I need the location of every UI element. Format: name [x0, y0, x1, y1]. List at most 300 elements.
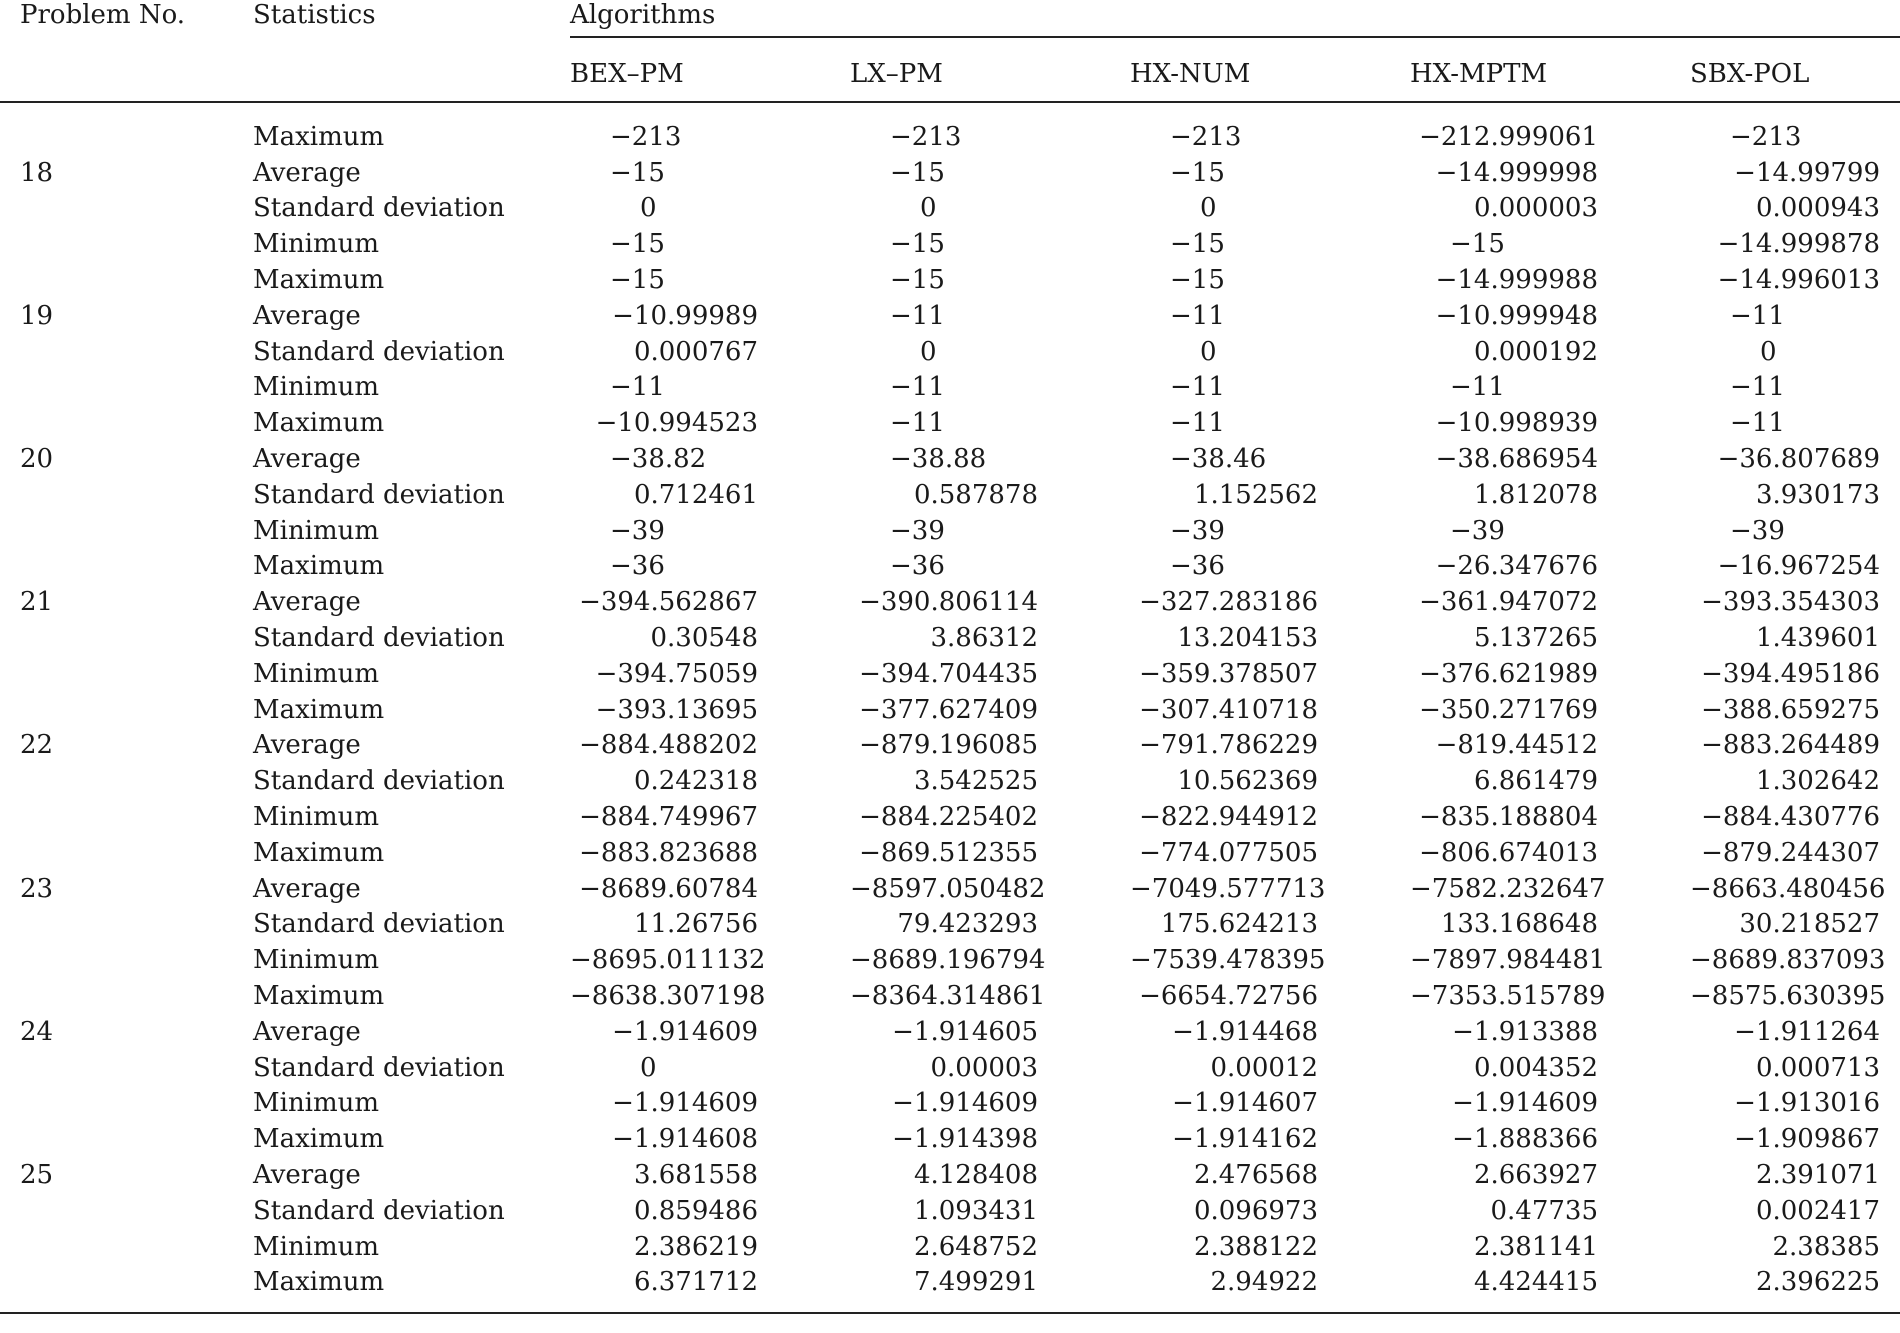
value-cell — [570, 799, 850, 835]
value-text: −1.888366 — [1452, 1124, 1598, 1155]
table-row — [0, 907, 1900, 943]
value-cell — [850, 584, 1130, 620]
value-cell — [1410, 477, 1690, 513]
header-algorithm-hx-mptm: HX-MPTM — [1410, 37, 1690, 102]
header-blank — [253, 37, 570, 102]
value-cell — [570, 370, 850, 406]
problem-number-cell: 18 — [20, 157, 54, 188]
table-row — [0, 728, 1900, 764]
value-cell — [1410, 763, 1690, 799]
value-text: 4.424415 — [1473, 1267, 1598, 1298]
value-cell — [1690, 656, 1900, 692]
value-text: −1.914609 — [1452, 1088, 1598, 1119]
header-algorithms: Algorithms — [570, 0, 1900, 37]
value-text: −1.909867 — [1734, 1124, 1880, 1155]
value-cell — [1130, 226, 1410, 262]
value-cell — [1410, 1265, 1690, 1313]
value-text: 30.218527 — [1739, 909, 1880, 940]
value-text: −213 — [1730, 121, 1802, 152]
value-cell — [570, 1014, 850, 1050]
value-cell — [850, 763, 1130, 799]
value-cell — [570, 549, 850, 585]
value-cell — [850, 155, 1130, 191]
value-cell — [850, 1193, 1130, 1229]
table-row — [0, 549, 1900, 585]
value-text: −884.488202 — [579, 730, 758, 761]
value-cell — [1690, 513, 1900, 549]
value-cell — [850, 1086, 1130, 1122]
value-text: −11 — [1170, 408, 1225, 439]
value-cell — [1130, 1121, 1410, 1157]
table-row — [0, 942, 1900, 978]
value-text: −26.347676 — [1435, 551, 1598, 582]
value-cell — [1690, 1121, 1900, 1157]
value-text: −8689.837093 — [1690, 945, 1886, 976]
value-text: 0 — [640, 193, 657, 224]
value-text: −11 — [890, 408, 945, 439]
value-cell — [850, 942, 1130, 978]
value-cell — [1410, 799, 1690, 835]
value-text: −883.823688 — [579, 837, 758, 868]
table-row — [0, 835, 1900, 871]
statistic-label-cell: Standard deviation — [253, 1195, 505, 1226]
statistic-label-cell: Average — [253, 157, 361, 188]
value-cell — [850, 620, 1130, 656]
value-text: −1.914607 — [1172, 1088, 1318, 1119]
value-text: −15 — [1170, 265, 1225, 296]
value-cell — [1690, 835, 1900, 871]
statistic-label-cell: Maximum — [253, 408, 385, 439]
value-text: 133.168648 — [1440, 909, 1598, 940]
value-text: −14.996013 — [1717, 265, 1880, 296]
value-text: 6.861479 — [1473, 766, 1598, 797]
value-cell — [570, 1086, 850, 1122]
value-text: 0.00003 — [930, 1052, 1038, 1083]
value-text: −359.378507 — [1139, 658, 1318, 689]
value-cell — [1690, 942, 1900, 978]
value-cell — [1410, 728, 1690, 764]
value-text: −14.999998 — [1435, 157, 1598, 188]
value-cell — [1690, 441, 1900, 477]
value-text: 2.663927 — [1473, 1160, 1598, 1190]
statistic-label-cell: Average — [253, 444, 361, 475]
statistic-label-cell: Standard deviation — [253, 479, 505, 510]
value-cell — [1410, 692, 1690, 728]
value-text: −327.283186 — [1139, 587, 1318, 618]
value-text: −39 — [610, 515, 665, 546]
statistic-label-cell: Average — [253, 587, 361, 618]
problem-number-cell: 19 — [20, 300, 54, 331]
value-text: −7897.984481 — [1410, 945, 1606, 976]
value-text: 0.004352 — [1473, 1052, 1598, 1083]
value-cell — [1690, 1014, 1900, 1050]
problem-number-cell — [0, 942, 253, 978]
value-cell — [1690, 871, 1900, 907]
problem-number-cell — [0, 1050, 253, 1086]
value-cell — [1130, 1265, 1410, 1313]
value-text: −8695.011132 — [570, 945, 766, 976]
value-cell — [1410, 978, 1690, 1014]
value-text: −1.914162 — [1172, 1124, 1318, 1155]
value-text: 0.47735 — [1490, 1195, 1598, 1226]
statistic-label-cell: Maximum — [253, 551, 385, 582]
value-cell — [1690, 1193, 1900, 1229]
problem-number-cell — [0, 978, 253, 1014]
value-cell — [850, 405, 1130, 441]
statistic-label-cell: Standard deviation — [253, 623, 505, 654]
value-cell — [1130, 405, 1410, 441]
value-text: 1.093431 — [913, 1195, 1038, 1226]
header-algorithm-hx-num: HX-NUM — [1130, 37, 1410, 102]
value-text: −394.562867 — [579, 587, 758, 618]
problem-number-cell — [0, 763, 253, 799]
value-cell — [1130, 262, 1410, 298]
value-cell — [570, 1229, 850, 1265]
value-cell — [1410, 1193, 1690, 1229]
value-cell — [1130, 549, 1410, 585]
value-text: −11 — [610, 372, 665, 403]
value-cell — [1130, 513, 1410, 549]
statistic-label-cell: Maximum — [253, 265, 385, 296]
value-text: 0 — [640, 1052, 657, 1083]
value-text: 1.439601 — [1755, 623, 1880, 654]
value-text: −350.271769 — [1419, 694, 1598, 725]
value-text: −1.914609 — [612, 1088, 758, 1119]
problem-number-cell — [0, 1121, 253, 1157]
value-cell — [850, 728, 1130, 764]
value-text: 2.94922 — [1210, 1267, 1318, 1298]
problem-number-cell — [0, 477, 253, 513]
table-row — [0, 1050, 1900, 1086]
value-text: −8575.630395 — [1690, 981, 1886, 1012]
value-text: −879.196085 — [859, 730, 1038, 761]
value-cell — [1410, 942, 1690, 978]
value-text: 0.242318 — [633, 766, 758, 797]
value-cell — [850, 1157, 1130, 1193]
problem-number-cell — [0, 405, 253, 441]
value-cell — [1690, 1265, 1900, 1313]
value-cell — [1690, 334, 1900, 370]
value-cell — [1690, 405, 1900, 441]
problem-number-cell: 24 — [20, 1016, 54, 1047]
value-text: −15 — [1170, 157, 1225, 188]
value-cell — [570, 477, 850, 513]
value-cell — [570, 942, 850, 978]
statistic-label-cell: Maximum — [253, 694, 385, 725]
value-text: −36 — [1170, 551, 1225, 582]
value-text: −1.914609 — [612, 1016, 758, 1047]
value-cell — [1690, 620, 1900, 656]
value-cell — [1130, 728, 1410, 764]
value-cell — [1690, 155, 1900, 191]
value-text: 1.812078 — [1473, 479, 1598, 510]
value-text: 0.096973 — [1193, 1195, 1318, 1226]
value-text: −1.911264 — [1734, 1016, 1880, 1047]
value-text: −39 — [1170, 515, 1225, 546]
value-cell — [570, 441, 850, 477]
value-cell — [850, 799, 1130, 835]
value-text: 2.386219 — [633, 1231, 758, 1262]
value-cell — [570, 584, 850, 620]
value-text: −1.914398 — [892, 1124, 1038, 1155]
value-text: −10.999948 — [1435, 300, 1598, 331]
value-cell — [850, 262, 1130, 298]
value-cell — [1130, 370, 1410, 406]
value-text: −16.967254 — [1717, 551, 1880, 582]
value-text: 79.423293 — [897, 909, 1038, 940]
value-cell — [1410, 226, 1690, 262]
value-text: −213 — [610, 121, 682, 152]
value-text: −879.244307 — [1701, 837, 1880, 868]
value-cell — [1130, 1157, 1410, 1193]
value-text: −394.75059 — [595, 658, 758, 689]
value-cell — [570, 1121, 850, 1157]
value-text: −806.674013 — [1419, 837, 1598, 868]
value-text: −774.077505 — [1139, 837, 1318, 868]
value-text: −390.806114 — [859, 587, 1038, 618]
value-cell — [570, 191, 850, 227]
value-text: 2.381141 — [1473, 1231, 1598, 1262]
value-cell — [1130, 191, 1410, 227]
value-cell — [1410, 334, 1690, 370]
value-cell — [1130, 799, 1410, 835]
statistic-label-cell: Standard deviation — [253, 766, 505, 797]
value-text: −393.13695 — [595, 694, 758, 725]
statistic-label-cell: Maximum — [253, 1124, 385, 1155]
problem-number-cell — [0, 262, 253, 298]
value-text: −8663.480456 — [1690, 873, 1886, 904]
table-header — [0, 0, 1900, 102]
statistic-label-cell: Maximum — [253, 121, 385, 152]
value-cell — [1130, 584, 1410, 620]
value-cell — [1130, 102, 1410, 155]
value-text: 11.26756 — [633, 909, 758, 940]
value-text: −361.947072 — [1419, 587, 1598, 618]
value-cell — [850, 692, 1130, 728]
value-text: −11 — [1730, 300, 1785, 331]
value-cell — [570, 513, 850, 549]
table-row — [0, 155, 1900, 191]
value-cell — [570, 155, 850, 191]
value-cell — [850, 1014, 1130, 1050]
value-cell — [850, 441, 1130, 477]
value-cell — [1690, 763, 1900, 799]
value-cell — [570, 1157, 850, 1193]
problem-number-cell: 20 — [20, 444, 54, 475]
value-text: −394.495186 — [1701, 658, 1880, 689]
table-row — [0, 102, 1900, 155]
statistic-label-cell: Average — [253, 300, 361, 331]
problem-number-cell — [0, 656, 253, 692]
bottom-rule — [0, 1312, 1900, 1314]
value-cell — [1690, 1157, 1900, 1193]
value-cell — [850, 191, 1130, 227]
table-row — [0, 1265, 1900, 1313]
value-text: 3.86312 — [930, 623, 1038, 654]
value-cell — [1410, 656, 1690, 692]
value-text: 13.204153 — [1177, 623, 1318, 654]
table-row — [0, 1193, 1900, 1229]
value-cell — [1130, 620, 1410, 656]
value-text: −883.264489 — [1701, 730, 1880, 761]
value-cell — [1130, 334, 1410, 370]
value-text: −791.786229 — [1139, 730, 1318, 761]
value-text: 0.002417 — [1755, 1195, 1880, 1226]
value-text: 0 — [920, 193, 937, 224]
value-text: 6.371712 — [633, 1267, 758, 1298]
value-cell — [1410, 1229, 1690, 1265]
value-text: −15 — [890, 229, 945, 260]
value-text: −212.999061 — [1419, 121, 1598, 152]
table-row — [0, 799, 1900, 835]
value-text: 1.302642 — [1755, 766, 1880, 797]
value-text: 0.712461 — [633, 479, 758, 510]
statistic-label-cell: Minimum — [253, 1088, 380, 1119]
statistic-label-cell: Minimum — [253, 658, 380, 689]
value-cell — [1130, 978, 1410, 1014]
statistic-label-cell: Average — [253, 873, 361, 904]
value-text: 4.128408 — [913, 1160, 1038, 1190]
value-text: −884.430776 — [1701, 802, 1880, 833]
value-text: 2.388122 — [1193, 1231, 1318, 1262]
value-text: 3.930173 — [1755, 479, 1880, 510]
table-row — [0, 871, 1900, 907]
value-cell — [850, 298, 1130, 334]
value-cell — [570, 102, 850, 155]
value-text: −213 — [1170, 121, 1242, 152]
value-text: 0 — [1200, 193, 1217, 224]
problem-number-cell — [0, 692, 253, 728]
value-cell — [1410, 620, 1690, 656]
value-text: −884.225402 — [859, 802, 1038, 833]
value-text: −376.621989 — [1419, 658, 1598, 689]
problem-number-cell — [0, 549, 253, 585]
problem-number-cell — [0, 334, 253, 370]
table-row — [0, 477, 1900, 513]
table-row — [0, 262, 1900, 298]
value-cell — [1410, 102, 1690, 155]
value-text: −394.704435 — [859, 658, 1038, 689]
table-row — [0, 513, 1900, 549]
statistic-label-cell: Average — [253, 730, 361, 761]
header-blank — [0, 37, 253, 102]
value-text: −11 — [1730, 372, 1785, 403]
statistic-label-cell: Minimum — [253, 229, 380, 260]
value-text: −14.999878 — [1717, 229, 1880, 260]
value-text: 7.499291 — [913, 1267, 1038, 1298]
statistic-label-cell: Standard deviation — [253, 336, 505, 367]
value-cell — [1410, 549, 1690, 585]
value-cell — [1690, 191, 1900, 227]
value-text: −8689.196794 — [850, 945, 1046, 976]
value-text: 0.00012 — [1210, 1052, 1318, 1083]
value-text: −15 — [1450, 229, 1505, 260]
table-row — [0, 334, 1900, 370]
value-cell — [1690, 907, 1900, 943]
value-cell — [1130, 1193, 1410, 1229]
value-cell — [1130, 477, 1410, 513]
value-cell — [1410, 871, 1690, 907]
problem-number-cell: 23 — [20, 873, 54, 904]
value-text: −10.998939 — [1435, 408, 1598, 439]
value-text: −7539.478395 — [1130, 945, 1326, 976]
value-text: −7582.232647 — [1410, 873, 1606, 904]
header-algorithm-lx-pm: LX–PM — [850, 37, 1130, 102]
value-cell — [570, 298, 850, 334]
value-text: −8689.60784 — [579, 873, 758, 904]
value-text: −15 — [610, 229, 665, 260]
value-text: −38.82 — [610, 444, 707, 475]
value-cell — [1410, 262, 1690, 298]
value-cell — [1690, 262, 1900, 298]
value-cell — [1410, 835, 1690, 871]
value-text: −1.914608 — [612, 1124, 758, 1155]
value-text: 0.30548 — [650, 623, 758, 654]
value-cell — [1410, 584, 1690, 620]
value-cell — [1410, 441, 1690, 477]
value-text: −11 — [890, 372, 945, 403]
value-cell — [570, 763, 850, 799]
value-cell — [1130, 1050, 1410, 1086]
value-cell — [570, 728, 850, 764]
value-cell — [1130, 1229, 1410, 1265]
value-text: −15 — [610, 157, 665, 188]
value-cell — [1690, 728, 1900, 764]
value-cell — [570, 907, 850, 943]
statistic-label-cell: Maximum — [253, 1267, 385, 1298]
value-text: 1.152562 — [1193, 479, 1318, 510]
table-row — [0, 656, 1900, 692]
table-row — [0, 1121, 1900, 1157]
value-cell — [850, 1229, 1130, 1265]
table-row — [0, 1157, 1900, 1193]
value-text: −36.807689 — [1717, 444, 1880, 475]
value-text: 2.396225 — [1755, 1267, 1880, 1298]
value-text: 0.859486 — [633, 1195, 758, 1226]
header-algorithm-sbx-pol: SBX-POL — [1690, 37, 1900, 102]
value-cell — [850, 907, 1130, 943]
value-cell — [1130, 871, 1410, 907]
value-cell — [1690, 692, 1900, 728]
value-cell — [570, 226, 850, 262]
problem-number-cell — [0, 513, 253, 549]
table-body — [0, 102, 1900, 1312]
value-text: −11 — [1170, 300, 1225, 331]
value-cell — [1130, 907, 1410, 943]
value-cell — [850, 102, 1130, 155]
value-text: −11 — [1730, 408, 1785, 439]
problem-number-cell — [0, 191, 253, 227]
statistic-label-cell: Minimum — [253, 945, 380, 976]
value-text: 2.391071 — [1755, 1160, 1880, 1190]
header-problem-no: Problem No. — [20, 0, 186, 30]
value-cell — [1690, 298, 1900, 334]
statistic-label-cell: Standard deviation — [253, 1052, 505, 1083]
value-text: −1.913016 — [1734, 1088, 1880, 1119]
value-text: 0 — [1760, 336, 1777, 367]
value-cell — [570, 692, 850, 728]
value-text: −1.914609 — [892, 1088, 1038, 1119]
value-cell — [1690, 1050, 1900, 1086]
problem-number-cell: 22 — [20, 730, 54, 761]
table-row — [0, 978, 1900, 1014]
value-text: −39 — [890, 515, 945, 546]
value-text: −7049.577713 — [1130, 873, 1326, 904]
value-cell — [1130, 155, 1410, 191]
header-algorithm-bex-pm: BEX–PM — [570, 37, 850, 102]
value-text: 0.000943 — [1755, 193, 1880, 224]
statistic-label-cell: Minimum — [253, 515, 380, 546]
